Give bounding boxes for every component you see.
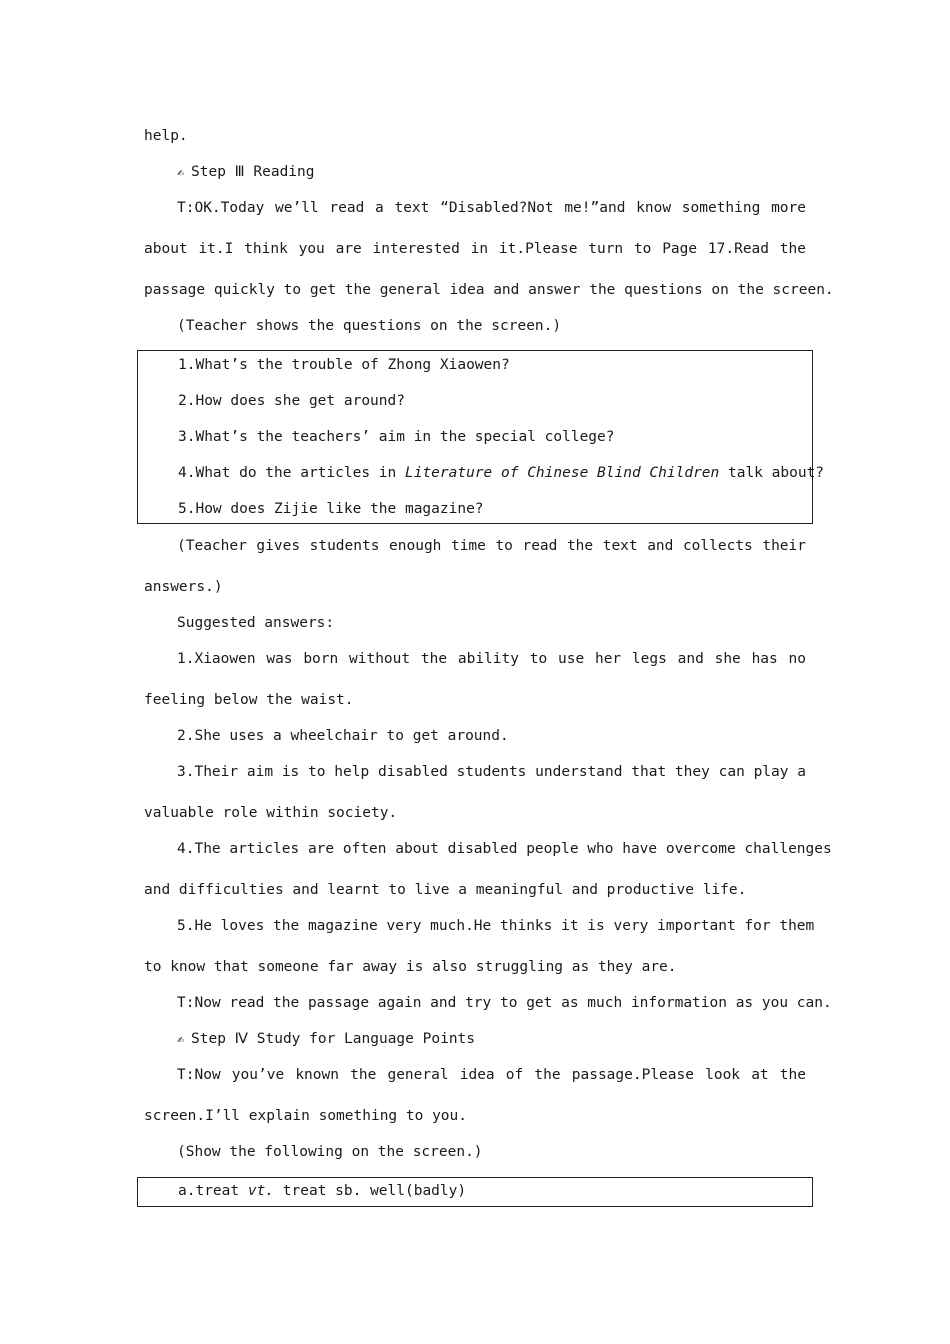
answer-line: valuable role within society.	[144, 805, 398, 821]
text-line: Suggested answers:	[177, 615, 335, 631]
step-heading: ✍ Step Ⅳ Study for Language Points	[177, 1031, 476, 1047]
step-heading: ✍ Step Ⅲ Reading	[177, 164, 315, 180]
answer-line: 3.Their aim is to help disabled students understand that they can play a	[177, 764, 806, 780]
question-item: 2.How does she get around?	[178, 393, 405, 409]
answer-line: 2.She uses a wheelchair to get around.	[177, 728, 509, 744]
answer-line: 1.Xiaowen was born without the ability to use her legs and she has no	[177, 651, 806, 667]
text-line: T:Now you’ve known the general idea of the passage.Please look at the	[177, 1067, 806, 1083]
question-item: 1.What’s the trouble of Zhong Xiaowen?	[178, 357, 510, 373]
text-line: T:OK.Today we’ll read a text “Disabled?Not me!”and know something more	[177, 200, 806, 216]
text-line: (Show the following on the screen.)	[177, 1144, 483, 1160]
text-line: (Teacher gives students enough time to read the text and collects their	[177, 538, 806, 554]
pointing-hand-icon: ✍	[177, 1032, 185, 1046]
pointing-hand-icon: ✍	[177, 165, 185, 179]
text-line: help.	[144, 128, 188, 144]
vocab-box	[137, 1177, 813, 1207]
questions-box	[137, 350, 825, 524]
text-line: passage quickly to get the general idea and answer the questions on the screen.	[144, 282, 834, 298]
text-line: about it.I think you are interested in it.Please turn to Page 17.Read the	[144, 241, 806, 257]
question-item: 5.How does Zijie like the magazine?	[178, 501, 484, 517]
vocab-item: a.treat vt. treat sb. well(badly)	[178, 1183, 467, 1199]
text-line: T:Now read the passage again and try to get as much information as you can.	[177, 995, 832, 1011]
question-item: 4.What do the articles in Literature of Chinese Blind Children talk about?	[178, 465, 825, 481]
text-line: answers.)	[144, 579, 223, 595]
answer-line: to know that someone far away is also struggling as they are.	[144, 959, 677, 975]
answer-line: 5.He loves the magazine very much.He thinks it is very important for them	[177, 918, 815, 934]
answer-line: and difficulties and learnt to live a meaningful and productive life.	[144, 882, 747, 898]
question-item: 3.What’s the teachers’ aim in the special college?	[178, 429, 615, 445]
text-line: (Teacher shows the questions on the screen.)	[177, 318, 562, 334]
book-title: Literature of Chinese Blind Children	[404, 465, 720, 481]
text-line: screen.I’ll explain something to you.	[144, 1108, 468, 1124]
answer-line: feeling below the waist.	[144, 692, 354, 708]
answer-line: 4.The articles are often about disabled people who have overcome challenges	[177, 841, 832, 857]
part-of-speech: vt.	[247, 1183, 275, 1199]
